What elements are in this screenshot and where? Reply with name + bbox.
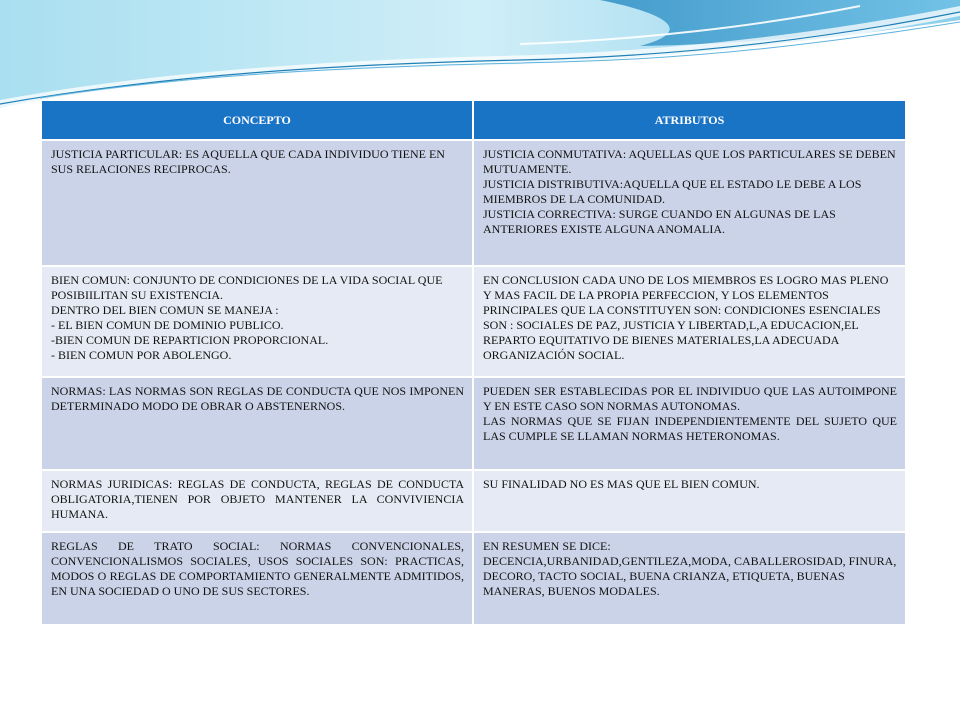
cell-line: -BIEN COMUN DE REPARTICION PROPORCIONAL.: [51, 333, 329, 347]
cell-line: JUSTICIA CORRECTIVA: SURGE CUANDO EN ALGUNAS DE LAS ANTERIORES EXISTE ALGUNA ANOMALIA.: [483, 207, 836, 236]
table-row: [42, 140, 906, 266]
atributos-cell: [473, 377, 906, 470]
concepto-cell: [42, 470, 473, 532]
cell-line: NORMAS JURIDICAS: REGLAS DE CONDUCTA, REGLAS DE CONDUCTA OBLIGATORIA,TIENEN POR OBJETO MANTENER LA CONVIVIENCIA HUMANA.: [51, 477, 464, 521]
cell-line: JUSTICIA CONMUTATIVA: AQUELLAS QUE LOS PARTICULARES SE DEBEN MUTUAMENTE.: [483, 147, 896, 176]
cell-line: DECENCIA,URBANIDAD,GENTILEZA,MODA, CABALLEROSIDAD, FINURA, DECORO, TACTO SOCIAL, BUENA CRIANZA, ETIQUETA, BUENAS MANERAS, BUENOS MODALES.: [483, 554, 897, 598]
cell-line: EN CONCLUSION CADA UNO DE LOS MIEMBROS ES LOGRO MAS PLENO Y MAS FACIL DE LA PROPIA PERFECCION, Y LOS ELEMENTOS PRINCIPALES QUE LA CONSTITUYEN SON: CONDICIONES ESENCIALES SON : SOCIALES DE PAZ, JUSTICIA Y LIBERTAD,L,A EDUCACION,EL REPARTO EQUITATIVO DE BIENES MATERIALES,LA ADECUADA ORGANIZACIÓN SOCIAL.: [483, 273, 889, 362]
concepto-cell: [42, 377, 473, 470]
cell-line: JUSTICIA PARTICULAR: ES AQUELLA QUE CADA INDIVIDUO TIENE EN SUS RELACIONES RECIPROCAS.: [51, 147, 445, 176]
atributos-cell: [473, 470, 906, 532]
cell-line: - BIEN COMUN POR ABOLENGO.: [51, 348, 232, 362]
cell-line: SU FINALIDAD NO ES MAS QUE EL BIEN COMUN.: [483, 477, 760, 491]
cell-line: EN RESUMEN SE DICE:: [483, 539, 611, 553]
atributos-cell: [473, 140, 906, 266]
table-row: [42, 470, 906, 532]
atributos-cell: [473, 532, 906, 625]
cell-line: PUEDEN SER ESTABLECIDAS POR EL INDIVIDUO QUE LAS AUTOIMPONE Y EN ESTE CASO SON NORMAS AUTONOMAS.: [483, 384, 897, 413]
concepto-cell: [42, 532, 473, 625]
header-atributos: ATRIBUTOS: [473, 101, 906, 140]
table-row: [42, 377, 906, 470]
table-header-row: [42, 101, 906, 140]
cell-line: BIEN COMUN: CONJUNTO DE CONDICIONES DE LA VIDA SOCIAL QUE POSIBIILITAN SU EXISTENCIA.: [51, 273, 443, 302]
cell-line: LAS NORMAS QUE SE FIJAN INDEPENDIENTEMENTE DEL SUJETO QUE LAS CUMPLE SE LLAMAN NORMAS HETERONOMAS.: [483, 414, 897, 443]
concepto-cell: [42, 140, 473, 266]
concept-attributes-table: [42, 101, 907, 626]
concepto-cell: [42, 266, 473, 377]
table-row: [42, 266, 906, 377]
atributos-cell: [473, 266, 906, 377]
header-concepto: CONCEPTO: [42, 101, 473, 140]
cell-line: DENTRO DEL BIEN COMUN SE MANEJA :: [51, 303, 279, 317]
cell-line: REGLAS DE TRATO SOCIAL: NORMAS CONVENCIONALES, CONVENCIONALISMOS SOCIALES, USOS SOCIALES SON: PRACTICAS, MODOS O REGLAS DE COMPORTAMIENTO GENERALMENTE ADMITIDOS, EN UNA SOCIEDAD O UNO DE SUS SECTORES.: [51, 539, 464, 598]
concept-table-container: [42, 101, 906, 626]
cell-line: NORMAS: LAS NORMAS SON REGLAS DE CONDUCTA QUE NOS IMPONEN DETERMINADO MODO DE OBRAR O ABSTENERNOS.: [51, 384, 464, 413]
cell-line: JUSTICIA DISTRIBUTIVA:AQUELLA QUE EL ESTADO LE DEBE A LOS MIEMBROS DE LA COMUNIDAD.: [483, 177, 862, 206]
cell-line: - EL BIEN COMUN DE DOMINIO PUBLICO.: [51, 318, 284, 332]
table-row: [42, 532, 906, 625]
